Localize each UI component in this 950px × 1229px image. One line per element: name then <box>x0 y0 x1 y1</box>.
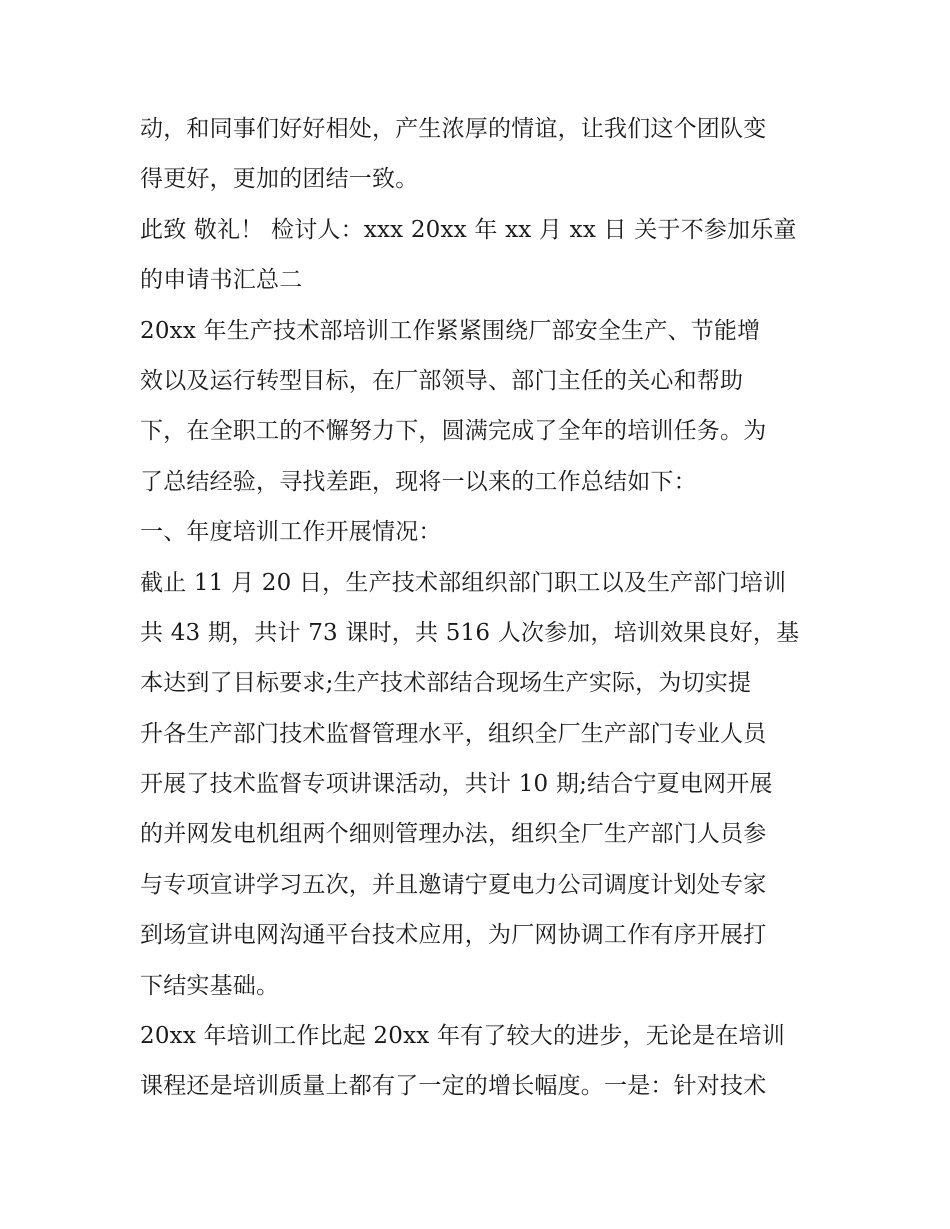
text-line: 下结实基础。 <box>140 972 280 999</box>
text-line: 课程还是培训质量上都有了一定的增长幅度。一是：针对技术 <box>140 1073 767 1100</box>
text-line: 了总结经验，寻找差距，现将一以来的工作总结如下： <box>140 468 697 495</box>
document-body <box>140 104 820 1112</box>
text-line: 与专项宣讲学习五次，并且邀请宁夏电力公司调度计划处专家 <box>140 871 767 898</box>
text-line: 效以及运行转型目标，在厂部领导、部门主任的关心和帮助 <box>140 367 744 394</box>
text-line: 此致 敬礼！ 检讨人：xxx 20xx 年 xx 月 xx 日 关于不参加乐童 <box>140 216 797 243</box>
text-line: 20xx 年生产技术部培训工作紧紧围绕厂部安全生产、节能增 <box>140 317 761 344</box>
text-line: 升各生产部门技术监督管理水平，组织全厂生产部门专业人员 <box>140 720 767 747</box>
text-line: 得更好，更加的团结一致。 <box>140 166 419 193</box>
text-line: 下，在全职工的不懈努力下，圆满完成了全年的培训任务。为 <box>140 418 767 445</box>
text-line: 20xx 年培训工作比起 20xx 年有了较大的进步，无论是在培训 <box>140 1023 785 1050</box>
text-line: 的并网发电机组两个细则管理办法，组织全厂生产部门人员参 <box>140 821 767 848</box>
text-line: 截止 11 月 20 日，生产技术部组织部门职工以及生产部门培训 <box>140 569 787 596</box>
text-line: 到场宣讲电网沟通平台技术应用，为厂网协调工作有序开展打 <box>140 922 767 949</box>
text-line: 动，和同事们好好相处，产生浓厚的情谊，让我们这个团队变 <box>140 116 767 142</box>
text-line: 共 43 期，共计 73 课时，共 516 人次参加，培训效果良好，基 <box>140 619 800 646</box>
text-line: 的申请书汇总二 <box>140 267 303 294</box>
section-heading: 一、年度培训工作开展情况： <box>140 519 442 546</box>
text-line: 本达到了目标要求;生产技术部结合现场生产实际，为切实提 <box>140 670 752 697</box>
text-line: 开展了技术监督专项讲课活动，共计 10 期;结合宁夏电网开展 <box>140 771 773 798</box>
